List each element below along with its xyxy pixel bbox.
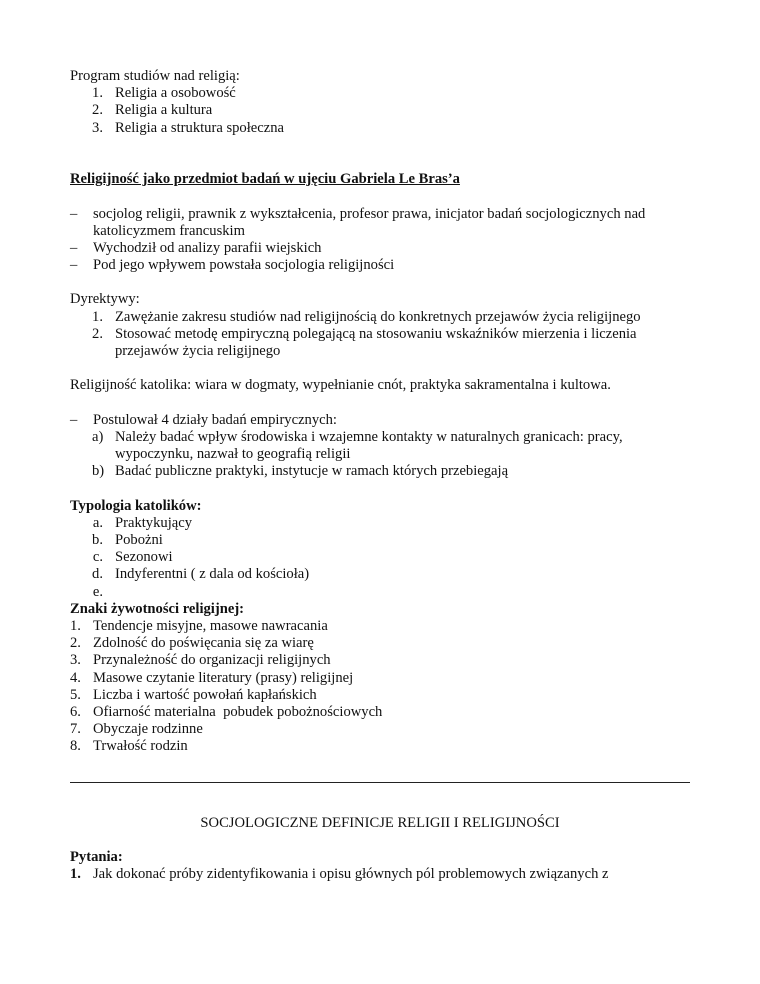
spacer	[70, 395, 690, 412]
list-item	[70, 515, 690, 532]
list-item	[70, 704, 690, 721]
list-number: 6.	[70, 703, 81, 720]
list-item	[70, 549, 690, 566]
list-number: 7.	[70, 721, 81, 738]
znaki-heading: Znaki żywotności religijnej:	[70, 600, 245, 617]
list-text: przejawów życia religijnego	[115, 343, 281, 360]
list-letter: a)	[92, 428, 104, 445]
spacer	[70, 274, 690, 291]
list-number: 1.	[92, 308, 103, 325]
list-number: 1.	[70, 618, 81, 635]
list-text: Praktykujący	[115, 514, 193, 531]
list-text: socjolog religii, prawnik z wykształcenia, profesor prawa, inicjator badań socjologicznych nad	[93, 205, 646, 222]
list-text: Ofiarność materialna pobudek pobożnościowych	[93, 703, 383, 720]
list-text: Sezonowi	[115, 549, 173, 566]
dash-bullet: –	[70, 411, 78, 428]
dash-bullet: –	[70, 257, 78, 274]
list-letter: b.	[92, 532, 103, 549]
list-item	[70, 687, 690, 704]
list-item	[70, 670, 690, 687]
list-number: 2.	[70, 635, 81, 652]
list-item	[70, 866, 690, 883]
list-text: Masowe czytanie literatury (prasy) religijnej	[93, 669, 354, 686]
program-list	[70, 85, 690, 137]
list-item	[70, 652, 690, 669]
typologia-heading: Typologia katolików:	[70, 497, 202, 514]
list-item	[70, 257, 690, 274]
list-text: Religia a osobowość	[115, 85, 236, 102]
list-item	[70, 120, 690, 137]
list-item	[70, 463, 690, 480]
document-page	[70, 68, 690, 883]
list-number: 5.	[70, 686, 81, 703]
dyrektywy-heading: Dyrektywy:	[70, 291, 140, 308]
list-item	[70, 240, 690, 257]
list-text: Trwałość rodzin	[93, 738, 188, 755]
dash-bullet: –	[70, 205, 78, 222]
list-text: Liczba i wartość powołań kapłańskich	[93, 686, 317, 703]
list-text: Indyferentni ( z dala od kościoła)	[115, 566, 310, 583]
list-letter: b)	[92, 463, 105, 480]
list-text: Stosować metodę empiryczną polegającą na stosowaniu wskaźników mierzenia i liczenia	[115, 325, 637, 342]
typologia-list	[70, 515, 690, 601]
list-number: 3.	[70, 652, 81, 669]
list-number: 1.	[70, 866, 81, 883]
list-item	[70, 566, 690, 583]
list-letter: c.	[92, 549, 103, 566]
list-letter: e.	[92, 583, 103, 600]
dyrektywy-list	[70, 309, 690, 361]
program-heading: Program studiów nad religią:	[70, 68, 240, 84]
list-text: Obyczaje rodzinne	[93, 721, 203, 738]
list-item	[70, 721, 690, 738]
list-item	[70, 412, 690, 429]
spacer	[70, 188, 690, 205]
list-number: 4.	[70, 669, 81, 686]
list-number: 2.	[92, 102, 103, 119]
list-text: katolicyzmem francuskim	[93, 222, 245, 239]
znaki-list	[70, 618, 690, 756]
list-text: Religia a kultura	[115, 102, 213, 119]
list-text: Należy badać wpływ środowiska i wzajemne kontakty w naturalnych granicach: pracy,	[115, 428, 623, 445]
list-text: Badać publiczne praktyki, instytucje w ramach których przebiegają	[115, 463, 509, 480]
list-number: 2.	[92, 325, 103, 342]
pytania-heading: Pytania:	[70, 848, 123, 865]
list-item	[70, 85, 690, 102]
list-number: 3.	[92, 119, 103, 136]
list-item	[70, 206, 690, 223]
spacer	[70, 360, 690, 377]
list-item-continuation	[70, 446, 690, 463]
spacer	[70, 832, 690, 849]
spacer	[70, 137, 690, 171]
dash-bullet: –	[70, 239, 78, 256]
spacer	[70, 481, 690, 498]
spacer	[70, 783, 690, 815]
list-item	[70, 429, 690, 446]
list-item	[70, 738, 690, 755]
list-text: Pod jego wpływem powstała socjologia religijności	[93, 257, 395, 274]
list-text: Tendencje misyjne, masowe nawracania	[93, 618, 328, 635]
list-item	[70, 584, 690, 601]
list-number: 8.	[70, 738, 81, 755]
list-item-continuation	[70, 223, 690, 240]
list-item-continuation	[70, 343, 690, 360]
list-text: Religia a struktura społeczna	[115, 119, 284, 136]
list-item	[70, 532, 690, 549]
list-text: Pobożni	[115, 532, 163, 549]
list-letter: a.	[92, 514, 103, 531]
list-letter: d.	[92, 566, 103, 583]
list-text: Przynależność do organizacji religijnych	[93, 652, 331, 669]
list-item	[70, 618, 690, 635]
list-text: Zawężanie zakresu studiów nad religijnością do konkretnych przejawów życia religijnego	[115, 308, 641, 325]
list-item	[70, 102, 690, 119]
list-text: Wychodził od analizy parafii wiejskich	[93, 239, 322, 256]
postulowal-sublist	[70, 429, 690, 481]
bullet-list	[70, 206, 690, 275]
section-title: Religijność jako przedmiot badań w ujęciu Gabriela Le Bras’a	[70, 171, 460, 188]
list-text: Zdolność do poświęcania się za wiarę	[93, 635, 314, 652]
list-number: 1.	[92, 85, 103, 102]
list-item	[70, 326, 690, 343]
katolik-paragraph: Religijność katolika: wiara w dogmaty, wypełnianie cnót, praktyka sakramentalna i kultowa.	[70, 377, 611, 394]
list-item	[70, 309, 690, 326]
section-title: SOCJOLOGICZNE DEFINICJE RELIGII I RELIGIJNOŚCI	[200, 814, 560, 831]
list-text: wypoczynku, nazwał to geografią religii	[115, 446, 351, 463]
list-item	[70, 635, 690, 652]
list-text: Postulował 4 działy badań empirycznych:	[93, 411, 337, 428]
list-text: Jak dokonać próby zidentyfikowania i opisu głównych pól problemowych związanych z	[93, 866, 609, 883]
